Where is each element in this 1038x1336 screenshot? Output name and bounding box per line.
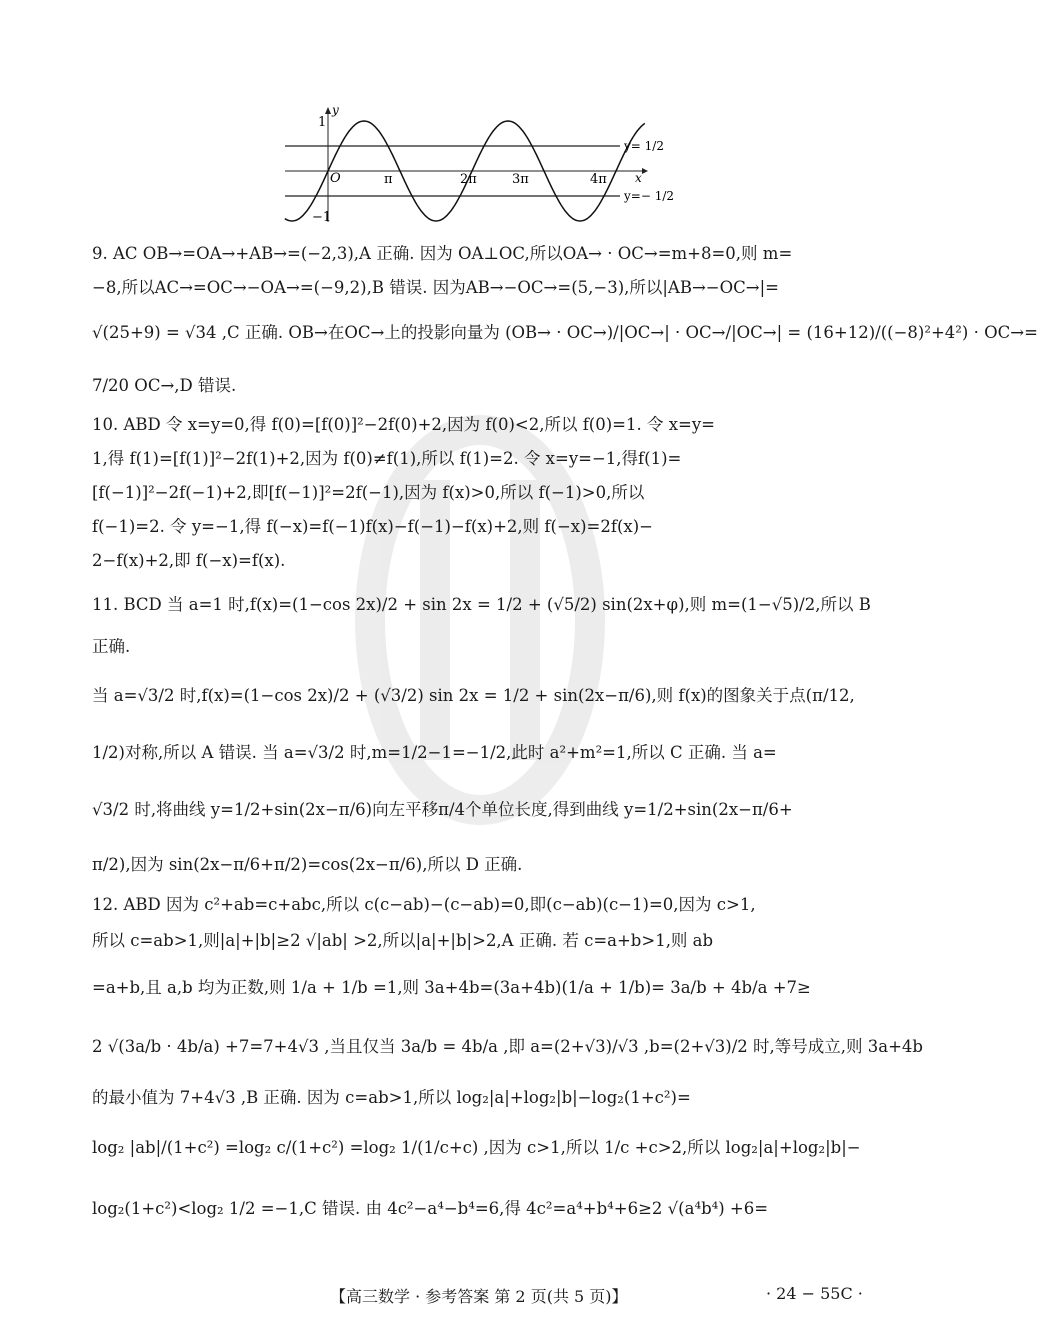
answer-12-line-5: 的最小值为 7+4√3 ,B 正确. 因为 c=ab>1,所以 log₂|a|+log₂|b|−log₂(1+c²)= (92, 1088, 691, 1107)
x-tick-3pi: 3π (512, 172, 529, 187)
answer-12 (92, 888, 923, 1240)
y-top-label: 1 (318, 115, 327, 130)
footer-title: 【高三数学 · 参考答案 第 2 页(共 5 页)】 (330, 1287, 628, 1306)
y-bottom-label: −1 (312, 210, 332, 225)
answer-11-line-6: π/2),因为 sin(2x−π/6+π/2)=cos(2x−π/6),所以 D 正确. (92, 855, 523, 874)
answer-10-line-5: 2−f(x)+2,即 f(−x)=f(x). (92, 551, 286, 570)
answer-9-line-4: 7/20 OC→,D 错误. (92, 376, 237, 395)
answer-9-line-3: √(25+9) = √34 ,C 正确. OB→在OC→上的投影向量为 (OB→ · OC→)/|OC→| · OC→/|OC→| = (16+12)/((−8)²+4²) · OC→= (92, 323, 1038, 342)
answer-11 (92, 583, 871, 891)
line-lower-label: y=− 1/2 (624, 189, 675, 203)
x-axis-label: x (635, 171, 642, 185)
line-upper-label: y= 1/2 (624, 139, 664, 153)
footer-code: · 24 − 55C · (766, 1284, 863, 1303)
x-tick-4pi: 4π (590, 172, 607, 187)
answer-10-line-2: 1,得 f(1)=[f(1)]²−2f(1)+2,因为 f(0)≠f(1),所以 f(1)=2. 令 x=y=−1,得f(1)= (92, 449, 682, 468)
answer-11-line-5: √3/2 时,将曲线 y=1/2+sin(2x−π/6)向左平移π/4个单位长度,得到曲线 y=1/2+sin(2x−π/6+ (92, 800, 793, 819)
answer-9 (92, 237, 1038, 411)
answer-9-line-1: 9. AC OB→=OA→+AB→=(−2,3),A 正确. 因为 OA⊥OC,所以OA→ · OC→=m+8=0,则 m= (92, 244, 793, 263)
answer-10-line-4: f(−1)=2. 令 y=−1,得 f(−x)=f(−1)f(x)−f(−1)−f(x)+2,则 f(−x)=2f(x)− (92, 517, 653, 536)
answer-12-line-6: log₂ |ab|/(1+c²) =log₂ c/(1+c²) =log₂ 1/(1/c+c) ,因为 c>1,所以 1/c +c>2,所以 log₂|a|+log₂|b|− (92, 1138, 861, 1157)
answer-10-line-1: 10. ABD 令 x=y=0,得 f(0)=[f(0)]²−2f(0)+2,因为 f(0)<2,所以 f(0)=1. 令 x=y= (92, 415, 716, 434)
answer-9-line-2: −8,所以AC→=OC→−OA→=(−9,2),B 错误. 因为AB→−OC→=(5,−3),所以|AB→−OC→|= (92, 278, 779, 297)
answer-10-line-3: [f(−1)]²−2f(−1)+2,即[f(−1)]²=2f(−1),因为 f(x)>0,所以 f(−1)>0,所以 (92, 483, 645, 502)
answer-12-line-2: 所以 c=ab>1,则|a|+|b|≥2 √|ab| >2,所以|a|+|b|>2,A 正确. 若 c=a+b>1,则 ab (92, 931, 714, 950)
sine-graph (280, 100, 675, 225)
y-axis-label: y (332, 103, 339, 117)
answer-11-line-4: 1/2)对称,所以 A 错误. 当 a=√3/2 时,m=1/2−1=−1/2,此时 a²+m²=1,所以 C 正确. 当 a= (92, 743, 777, 762)
x-tick-2pi: 2π (460, 172, 477, 187)
answer-12-line-7: log₂(1+c²)<log₂ 1/2 =−1,C 错误. 由 4c²−a⁴−b⁴=6,得 4c²=a⁴+b⁴+6≥2 √(a⁴b⁴) +6= (92, 1199, 769, 1218)
x-tick-pi: π (384, 172, 393, 187)
answer-10 (92, 408, 864, 578)
answer-12-line-1: 12. ABD 因为 c²+ab=c+abc,所以 c(c−ab)−(c−ab)=0,即(c−ab)(c−1)=0,因为 c>1, (92, 895, 756, 914)
answer-12-line-4: 2 √(3a/b · 4b/a) +7=7+4√3 ,当且仅当 3a/b = 4b/a ,即 a=(2+√3)/√3 ,b=(2+√3)/2 时,等号成立,则 3a+4b (92, 1037, 923, 1056)
origin-label: O (330, 171, 341, 186)
answer-12-line-3: =a+b,且 a,b 均为正数,则 1/a + 1/b =1,则 3a+4b=(3a+4b)(1/a + 1/b)= 3a/b + 4b/a +7≥ (92, 978, 811, 997)
answer-11-line-1: 11. BCD 当 a=1 时,f(x)=(1−cos 2x)/2 + sin 2x = 1/2 + (√5/2) sin(2x+φ),则 m=(1−√5)/2,所以 B (92, 595, 871, 614)
answer-11-line-3: 当 a=√3/2 时,f(x)=(1−cos 2x)/2 + (√3/2) sin 2x = 1/2 + sin(2x−π/6),则 f(x)的图象关于点(π/12, (92, 686, 855, 705)
answer-11-line-2: 正确. (92, 637, 131, 656)
